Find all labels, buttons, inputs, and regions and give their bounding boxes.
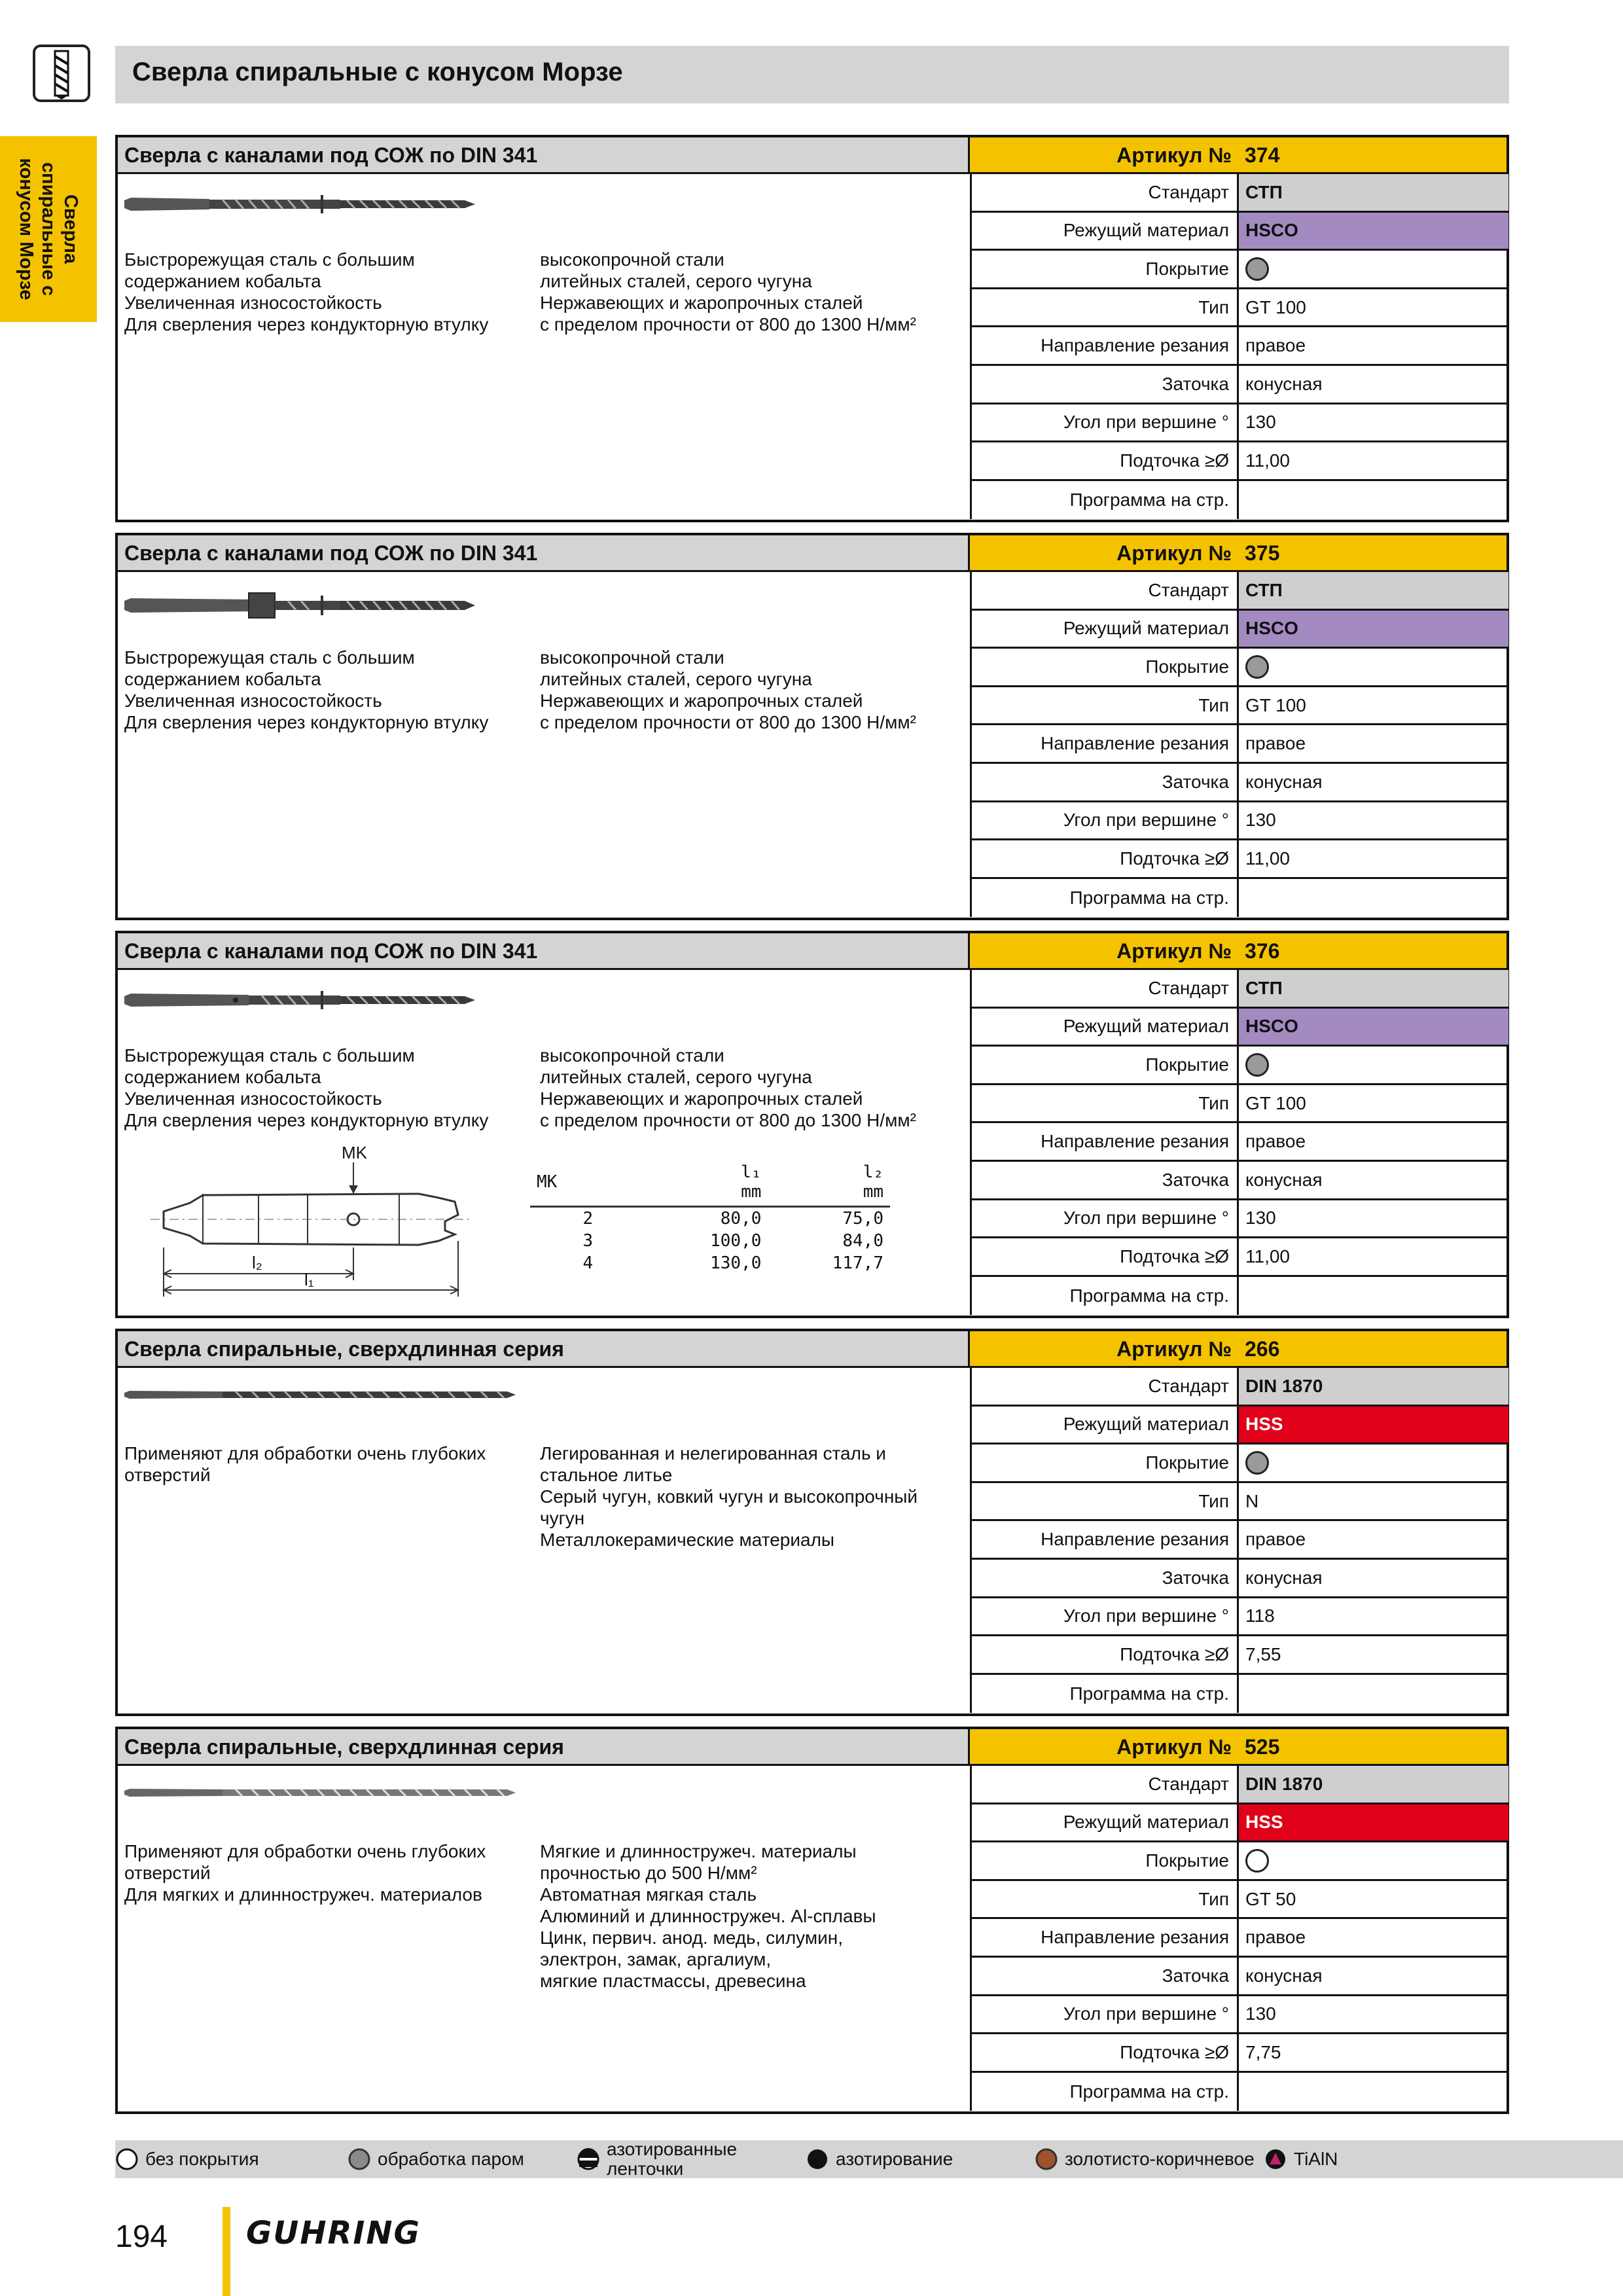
description-left [124,647,530,733]
prop-label: Угол при вершине ° [972,404,1239,441]
prop-label: Покрытие [972,1444,1239,1481]
description-text: Быстрорежущая сталь с большим содержанием кобальта Увеличенная износостойкость Для сверления через кондукторную втулку [124,249,489,334]
prop-row-grind [972,764,1507,802]
table-cell: 2 [582,1209,594,1229]
table-header-row [530,1162,890,1207]
prop-label: Угол при вершине ° [972,802,1239,839]
side-tab-label: Сверла спиральные с конусом Морзе [16,158,81,300]
prop-label: Покрытие [972,1842,1239,1879]
prop-value-type [1239,687,1508,724]
article-header [970,1331,1507,1368]
prop-value-text: конусная [1245,1567,1323,1588]
prop-value-thinning [1239,1636,1508,1673]
prop-value-text: HSS [1245,1414,1283,1435]
prop-value-angle [1239,1996,1508,2033]
prop-row-type [972,1085,1507,1124]
article-number[interactable]: 266 [1245,1337,1280,1361]
gray-circle-icon [1245,257,1269,281]
prop-value-standard [1239,174,1508,211]
prop-value-text: DIN 1870 [1245,1773,1323,1794]
prop-label: Покрытие [972,251,1239,287]
legend-label: обработка паром [378,2149,524,2169]
table-cell: 117,7 [832,1253,883,1273]
table-cell: 100,0 [710,1231,762,1251]
table-header-cell: MK [530,1162,646,1207]
prop-value-grind [1239,366,1508,403]
table-row [530,1230,890,1252]
prop-label: Подточка ≥Ø [972,840,1239,877]
description-right [540,1840,965,1992]
legend-label: золотисто-коричневое [1065,2149,1255,2169]
prop-row-coating [972,1047,1507,1085]
prop-value-text: 11,00 [1245,1246,1290,1266]
prop-value-angle [1239,1598,1508,1635]
gray-circle-icon [1245,1451,1269,1475]
prop-row-material [972,213,1507,251]
article-header [970,933,1507,970]
description-left [124,1840,530,1905]
prop-value-type [1239,1085,1508,1122]
prop-row-coating [972,649,1507,687]
black-circle-icon [806,2147,829,2171]
prop-row-grind [972,1560,1507,1598]
prop-row-direction [972,1123,1507,1162]
prop-value-grind [1239,764,1508,800]
prop-value-coating [1239,1047,1508,1083]
footer-stripe [223,2207,230,2296]
prop-value-text: DIN 1870 [1245,1375,1323,1396]
drill-image [124,987,478,1016]
prop-value-text: 11,00 [1245,450,1290,471]
prop-value-text: правое [1245,1131,1306,1152]
prop-value-text: GT 50 [1245,1888,1296,1909]
prop-label: Направление резания [972,725,1239,762]
prop-value-text: конусная [1245,1965,1323,1986]
prop-value-program[interactable] [1239,481,1508,520]
table-row [530,1252,890,1274]
prop-label: Заточка [972,764,1239,800]
half-black-circle-icon [577,2147,600,2171]
prop-value-text: 130 [1245,2003,1276,2024]
prop-row-type [972,1881,1507,1920]
prop-row-standard [972,1368,1507,1407]
prop-value-text: 130 [1245,810,1276,831]
prop-label: Режущий материал [972,1804,1239,1841]
section-title: Сверла спиральные, сверхдлинная серия [124,1735,564,1759]
prop-row-thinning [972,1238,1507,1277]
article-header [970,1729,1507,1766]
description-left [124,249,530,335]
prop-value-text: правое [1245,733,1306,754]
prop-label: Тип [972,1483,1239,1520]
description-text: Применяют для обработки очень глубоких отверстий Для мягких и длинностружеч. материалов [124,1841,486,1905]
side-tab[interactable] [0,136,97,322]
description-left [124,1045,530,1131]
prop-value-material [1239,1407,1508,1443]
drill-logo-icon [33,45,90,102]
prop-label: Покрытие [972,649,1239,685]
l1-label: l₁ [304,1270,314,1289]
prop-label: Программа на стр. [972,1277,1239,1316]
brand-logo: GUHRING [246,2215,421,2251]
section-title: Сверла с каналами под СОЖ по DIN 341 [124,541,538,565]
prop-value-grind [1239,1958,1508,1994]
properties-table [970,970,1507,1315]
prop-value-direction [1239,1521,1508,1558]
product-section [115,135,1509,522]
description-text: высокопрочной стали литейных сталей, серого чугуна Нержавеющих и жаропрочных сталей с пределом прочности от 800 до 1300 Н/мм² [540,647,916,732]
prop-value-grind [1239,1162,1508,1198]
prop-label: Тип [972,1085,1239,1122]
prop-value-direction [1239,1123,1508,1160]
description-right [540,647,965,733]
prop-value-text: HSCO [1245,1016,1298,1037]
prop-label: Программа на стр. [972,1675,1239,1713]
prop-label: Заточка [972,366,1239,403]
page-header [115,46,1509,103]
prop-label: Тип [972,1881,1239,1918]
prop-value-text: HSCO [1245,618,1298,639]
product-section [115,533,1509,920]
prop-label: Тип [972,289,1239,326]
table-cell: 3 [582,1231,594,1251]
prop-value-text: 118 [1245,1605,1275,1626]
prop-row-material [972,1804,1507,1843]
prop-value-text: 130 [1245,412,1276,433]
prop-row-direction [972,1521,1507,1560]
legend-item [1035,2140,1255,2178]
prop-value-program[interactable] [1239,1277,1508,1316]
drill-image [124,1783,517,1806]
prop-label: Заточка [972,1560,1239,1596]
prop-label: Режущий материал [972,1407,1239,1443]
table-cell: 80,0 [720,1209,762,1229]
section-header [118,1331,970,1368]
prop-value-direction [1239,725,1508,762]
prop-value-coating [1239,1444,1508,1481]
prop-value-text: конусная [1245,1169,1323,1190]
legend-item [806,2140,953,2178]
prop-value-standard [1239,1368,1508,1405]
prop-value-text: правое [1245,1927,1306,1948]
table-cell: 130,0 [710,1253,762,1273]
prop-row-material [972,1009,1507,1047]
prop-row-angle [972,1200,1507,1239]
legend-item [577,2140,737,2178]
prop-label: Заточка [972,1958,1239,1994]
legend-item [115,2140,259,2178]
prop-row-coating [972,251,1507,289]
mk-label: MK [342,1143,367,1162]
section-title: Сверла спиральные, сверхдлинная серия [124,1337,564,1361]
prop-value-standard [1239,1766,1508,1803]
product-section [115,1727,1509,2114]
drill-image [124,1385,517,1408]
prop-value-angle [1239,1200,1508,1237]
prop-value-material [1239,213,1508,249]
prop-value-type [1239,289,1508,326]
gray-circle-icon [1245,655,1269,679]
prop-row-standard [972,970,1507,1009]
article-label: Артикул № [1116,939,1232,963]
prop-value-material [1239,1009,1508,1045]
prop-value-coating [1239,251,1508,287]
legend-item [348,2140,524,2178]
prop-value-thinning [1239,442,1508,479]
prop-value-grind [1239,1560,1508,1596]
prop-label: Подточка ≥Ø [972,2034,1239,2071]
brown-circle-icon [1035,2147,1058,2171]
description-right [540,1443,965,1551]
legend-label: азотированные ленточки [607,2139,738,2179]
article-number[interactable]: 375 [1245,541,1280,565]
prop-row-angle [972,1996,1507,2035]
article-number[interactable]: 374 [1245,143,1280,167]
prop-label: Стандарт [972,1766,1239,1803]
section-header [118,137,970,174]
prop-value-text: GT 100 [1245,1092,1306,1113]
prop-value-text: 7,75 [1245,2041,1281,2062]
prop-row-type [972,687,1507,726]
prop-value-angle [1239,802,1508,839]
prop-value-text: правое [1245,335,1306,356]
prop-row-thinning [972,2034,1507,2073]
prop-row-angle [972,404,1507,443]
prop-row-thinning [972,442,1507,481]
table-header-cell: l₁ mm [646,1162,768,1207]
gray-circle-icon [1245,1053,1269,1077]
prop-value-text: СТП [1245,977,1283,998]
description-text: Мягкие и длинностружеч. материалы прочностью до 500 Н/мм² Автоматная мягкая сталь Алюминий и длинностружеч. Al-сплавы Цинк, первич. анод. медь, силумин, электрон, замак, аргалиум, мягкие пластмассы, древесина [540,1841,876,1991]
prop-row-type [972,289,1507,328]
prop-row-angle [972,1598,1507,1637]
product-section [115,1329,1509,1716]
table-cell: 84,0 [842,1231,883,1251]
section-header [118,1729,970,1766]
prop-label: Направление резания [972,1123,1239,1160]
page-title: Сверла спиральные с конусом Морзе [132,58,623,86]
prop-value-text: N [1245,1490,1259,1511]
article-number[interactable]: 525 [1245,1735,1280,1759]
legend-label: без покрытия [145,2149,259,2169]
prop-label: Программа на стр. [972,2073,1239,2111]
prop-label: Угол при вершине ° [972,1200,1239,1237]
article-number[interactable]: 376 [1245,939,1280,963]
legend-label: азотирование [836,2149,954,2169]
prop-label: Стандарт [972,1368,1239,1405]
prop-value-text: СТП [1245,579,1283,600]
prop-label: Покрытие [972,1047,1239,1083]
prop-row-direction [972,1919,1507,1958]
prop-label: Режущий материал [972,1009,1239,1045]
prop-value-coating [1239,1842,1508,1879]
prop-value-thinning [1239,2034,1508,2071]
prop-row-angle [972,802,1507,841]
properties-table [970,572,1507,917]
prop-value-text: 130 [1245,1208,1276,1229]
description-right [540,249,965,335]
legend-label: TiAlN [1294,2149,1338,2169]
prop-row-program [972,2073,1507,2111]
tialn-icon [1264,2147,1287,2171]
prop-value-material [1239,611,1508,647]
prop-value-direction [1239,327,1508,364]
prop-row-direction [972,327,1507,366]
section-header [118,535,970,572]
prop-value-standard [1239,572,1508,609]
section-title: Сверла с каналами под СОЖ по DIN 341 [124,143,538,167]
prop-value-text: правое [1245,1529,1306,1550]
prop-row-coating [972,1842,1507,1881]
prop-row-thinning [972,840,1507,879]
coating-legend [115,2140,1623,2178]
prop-row-grind [972,366,1507,404]
article-label: Артикул № [1116,143,1232,167]
drill-image [124,589,478,625]
article-label: Артикул № [1116,1337,1232,1361]
properties-table [970,1368,1507,1713]
page-number: 194 [115,2219,168,2254]
prop-row-standard [972,572,1507,611]
article-label: Артикул № [1116,1735,1232,1759]
description-text: Быстрорежущая сталь с большим содержанием кобальта Увеличенная износостойкость Для сверления через кондукторную втулку [124,1045,489,1130]
prop-value-program[interactable] [1239,2073,1508,2111]
description-text: высокопрочной стали литейных сталей, серого чугуна Нержавеющих и жаропрочных сталей с пределом прочности от 800 до 1300 Н/мм² [540,249,916,334]
prop-label: Подточка ≥Ø [972,1636,1239,1673]
prop-label: Направление резания [972,1521,1239,1558]
prop-value-thinning [1239,840,1508,877]
prop-value-text: 7,55 [1245,1643,1281,1664]
prop-row-grind [972,1958,1507,1996]
prop-row-material [972,611,1507,649]
description-text: Быстрорежущая сталь с большим содержанием кобальта Увеличенная износостойкость Для сверления через кондукторную втулку [124,647,489,732]
prop-label: Тип [972,687,1239,724]
prop-value-angle [1239,404,1508,441]
prop-value-text: конусная [1245,771,1323,792]
gray-circle-icon [348,2147,371,2171]
white-circle-icon [115,2147,139,2171]
prop-value-type [1239,1483,1508,1520]
table-cell: 4 [582,1253,594,1273]
dimension-table [530,1162,890,1274]
properties-table [970,174,1507,519]
prop-row-program [972,481,1507,520]
article-header [970,137,1507,174]
prop-label: Угол при вершине ° [972,1996,1239,2033]
prop-value-standard [1239,970,1508,1007]
prop-label: Подточка ≥Ø [972,442,1239,479]
prop-label: Режущий материал [972,611,1239,647]
prop-row-program [972,1277,1507,1316]
description-left [124,1443,530,1486]
prop-label: Стандарт [972,970,1239,1007]
l2-label: l₂ [252,1253,262,1272]
prop-label: Программа на стр. [972,879,1239,918]
prop-value-type [1239,1881,1508,1918]
prop-value-text: GT 100 [1245,296,1306,317]
prop-label: Направление резания [972,1919,1239,1956]
prop-value-direction [1239,1919,1508,1956]
prop-label: Стандарт [972,572,1239,609]
description-right [540,1045,965,1131]
prop-value-text: СТП [1245,181,1283,202]
prop-label: Подточка ≥Ø [972,1238,1239,1275]
table-cell: 75,0 [842,1209,883,1229]
prop-value-program[interactable] [1239,1675,1508,1713]
prop-value-text: HSS [1245,1812,1283,1833]
prop-row-coating [972,1444,1507,1483]
prop-label: Угол при вершине ° [972,1598,1239,1635]
prop-row-standard [972,1766,1507,1804]
prop-label: Режущий материал [972,213,1239,249]
prop-value-text: GT 100 [1245,694,1306,715]
properties-table [970,1766,1507,2111]
article-header [970,535,1507,572]
prop-value-coating [1239,649,1508,685]
section-header [118,933,970,970]
description-text: Легированная и нелегированная сталь и стальное литье Серый чугун, ковкий чугун и высокопрочный чугун Металлокерамические материалы [540,1443,918,1550]
prop-label: Заточка [972,1162,1239,1198]
prop-row-grind [972,1162,1507,1200]
prop-value-material [1239,1804,1508,1841]
table-row [530,1207,890,1230]
prop-label: Стандарт [972,174,1239,211]
prop-value-thinning [1239,1238,1508,1275]
prop-row-program [972,1675,1507,1713]
section-title: Сверла с каналами под СОЖ по DIN 341 [124,939,538,963]
prop-row-program [972,879,1507,918]
table-header-cell: l₂ mm [768,1162,890,1207]
legend-item [1264,2140,1338,2178]
prop-label: Программа на стр. [972,481,1239,520]
product-section [115,931,1509,1318]
prop-row-thinning [972,1636,1507,1675]
prop-row-direction [972,725,1507,764]
article-label: Артикул № [1116,541,1232,565]
prop-label: Направление резания [972,327,1239,364]
prop-value-text: HSCO [1245,220,1298,241]
prop-row-standard [972,174,1507,213]
description-text: Применяют для обработки очень глубоких отверстий [124,1443,486,1485]
description-text: высокопрочной стали литейных сталей, серого чугуна Нержавеющих и жаропрочных сталей с пределом прочности от 800 до 1300 Н/мм² [540,1045,916,1130]
prop-value-text: конусная [1245,373,1323,394]
prop-row-type [972,1483,1507,1522]
prop-row-material [972,1407,1507,1445]
prop-value-program[interactable] [1239,879,1508,918]
prop-value-text: 11,00 [1245,848,1290,869]
dimension-diagram [137,1143,890,1310]
drill-image [124,191,478,221]
white-circle-icon [1245,1849,1269,1873]
